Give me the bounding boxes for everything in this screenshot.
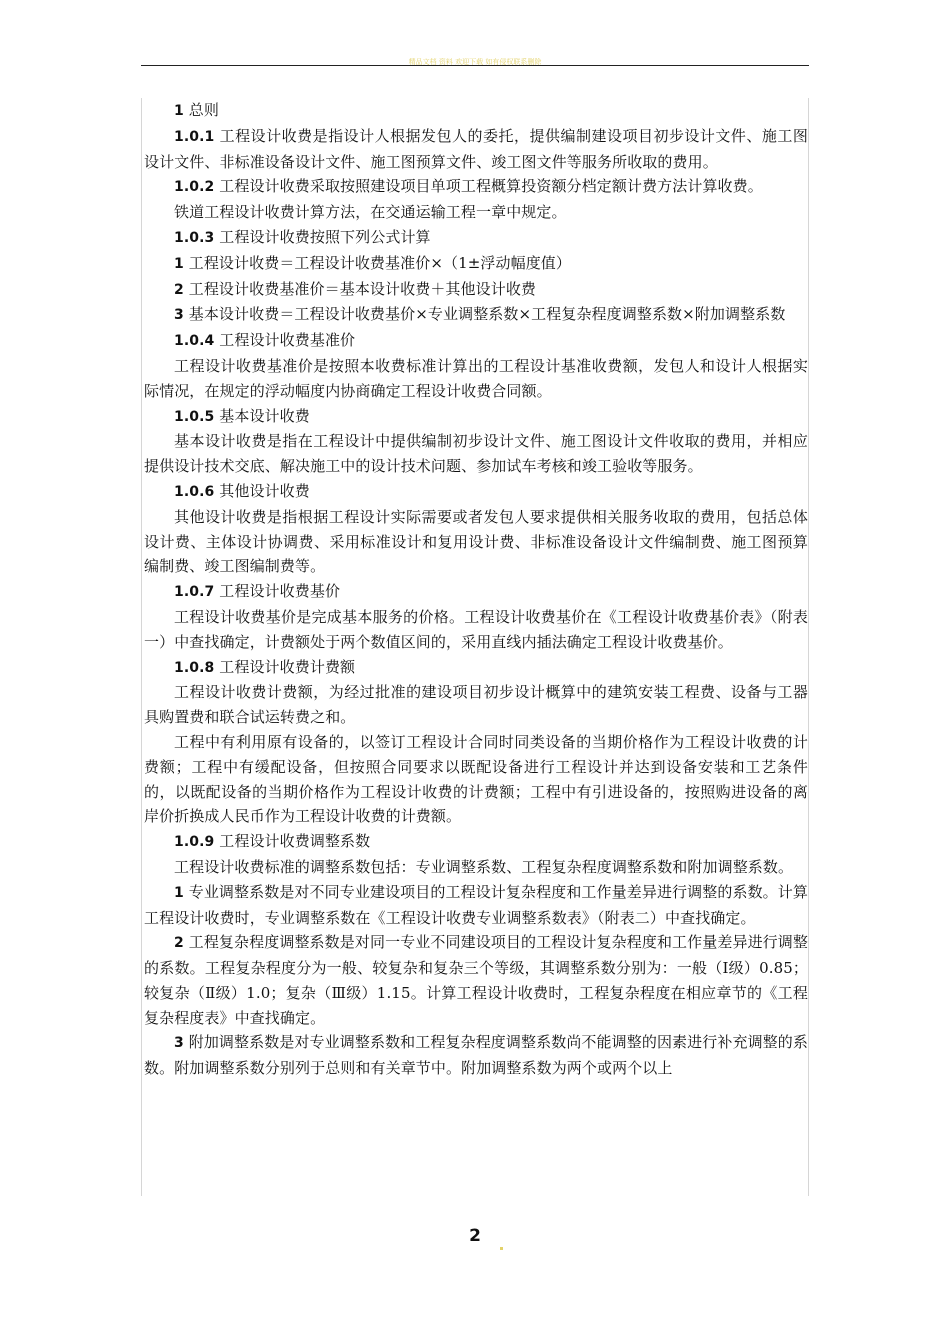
paragraph-text: 基本设计收费 bbox=[219, 406, 310, 425]
body-paragraph bbox=[144, 855, 808, 880]
numbered-paragraph bbox=[144, 930, 808, 1030]
paragraph-text: 基本设计收费是指在工程设计中提供编制初步设计文件、施工图设计文件收取的费用，并相应提供设计技术交底、解决施工中的设计技术问题、参加试车考核和竣工验收等服务。 bbox=[144, 432, 808, 476]
paragraph-text: 基本设计收费＝工程设计收费基价×专业调整系数×工程复杂程度调整系数×附加调整系数 bbox=[188, 305, 786, 324]
clause-number: 3 bbox=[174, 1035, 184, 1052]
paragraph-text: 工程设计收费基价 bbox=[219, 582, 341, 601]
body-paragraph bbox=[144, 200, 808, 225]
numbered-paragraph bbox=[144, 479, 808, 505]
paragraph-text: 工程设计收费计费额，为经过批准的建设项目初步设计概算中的建筑安装工程费、设备与工器具购置费和联合试运转费之和。 bbox=[144, 683, 808, 727]
numbered-paragraph bbox=[144, 277, 808, 303]
paragraph-text: 总则 bbox=[188, 101, 219, 119]
clause-number: 2 bbox=[174, 935, 184, 952]
paragraph-text: 工程设计收费调整系数 bbox=[219, 832, 371, 851]
body-paragraph bbox=[144, 730, 808, 829]
numbered-paragraph bbox=[144, 404, 808, 430]
clause-number: 1 bbox=[174, 884, 184, 901]
paragraph-text: 其他设计收费 bbox=[219, 481, 310, 500]
clause-number: 1 bbox=[174, 103, 184, 119]
clause-number: 1.0.7 bbox=[174, 584, 215, 601]
body-paragraph bbox=[144, 354, 808, 404]
numbered-paragraph bbox=[144, 328, 808, 354]
paragraph-text: 工程设计收费标准的调整系数包括：专业调整系数、工程复杂程度调整系数和附加调整系数。 bbox=[174, 857, 794, 876]
clause-number: 1.0.2 bbox=[174, 179, 215, 196]
paragraph-text: 工程设计收费采取按照建设项目单项工程概算投资额分档定额计费方法计算收费。 bbox=[219, 177, 763, 196]
paragraph-text: 工程设计收费基准价 bbox=[219, 331, 356, 350]
paragraph-text: 工程复杂程度调整系数是对同一专业不同建设项目的工程设计复杂程度和工作量差异进行调整的系数。工程复杂程度分为一般、较复杂和复杂三个等级，其调整系数分别为：一般（Ⅰ级）0.85；较复杂（Ⅱ级）1.0；复杂（Ⅲ级）1.15。计算工程设计收费时，工程复杂程度在相应章节的《工程复杂程度表》中查找确定。 bbox=[144, 933, 808, 1027]
clause-number: 3 bbox=[174, 307, 184, 324]
page-number-marker bbox=[500, 1247, 503, 1250]
body-paragraph bbox=[144, 429, 808, 479]
document-body bbox=[144, 98, 808, 1081]
paragraph-text: 专业调整系数是对不同专业建设项目的工程设计复杂程度和工作量差异进行调整的系数。计算工程设计收费时，专业调整系数在《工程设计收费专业调整系数表》（附表二）中查找确定。 bbox=[144, 882, 808, 927]
paragraph-text: 工程设计收费按照下列公式计算 bbox=[219, 227, 431, 246]
paragraph-text: 工程设计收费基价是完成基本服务的价格。工程设计收费基价在《工程设计收费基价表》（附表一）中查找确定，计费额处于两个数值区间的，采用直线内插法确定工程设计收费基价。 bbox=[144, 607, 808, 651]
numbered-paragraph bbox=[144, 251, 808, 277]
header-divider bbox=[141, 65, 809, 66]
numbered-paragraph bbox=[144, 98, 808, 124]
numbered-paragraph bbox=[144, 124, 808, 175]
clause-number: 1.0.8 bbox=[174, 659, 215, 676]
clause-number: 1.0.5 bbox=[174, 408, 215, 425]
numbered-paragraph bbox=[144, 655, 808, 681]
numbered-paragraph bbox=[144, 1030, 808, 1081]
clause-number: 1.0.3 bbox=[174, 229, 215, 246]
numbered-paragraph bbox=[144, 579, 808, 605]
paragraph-text: 铁道工程设计收费计算方法，在交通运输工程一章中规定。 bbox=[174, 203, 567, 222]
clause-number: 2 bbox=[174, 281, 184, 298]
page-header-watermark: 精品文档 资料 欢迎下载 如有侵权联系删除 bbox=[408, 58, 542, 66]
numbered-paragraph bbox=[144, 880, 808, 931]
paragraph-text: 工程设计收费基准价＝基本设计收费＋其他设计收费 bbox=[188, 279, 537, 298]
clause-number: 1.0.4 bbox=[174, 333, 215, 350]
clause-number: 1.0.6 bbox=[174, 483, 215, 500]
paragraph-text: 工程设计收费是指设计人根据发包人的委托，提供编制建设项目初步设计文件、施工图设计文件、非标准设备设计文件、施工图预算文件、竣工图文件等服务所收取的费用。 bbox=[144, 126, 808, 171]
paragraph-text: 其他设计收费是指根据工程设计实际需要或者发包人要求提供相关服务收取的费用，包括总体设计费、主体设计协调费、采用标准设计和复用设计费、非标准设备设计文件编制费、施工图预算编制费、竣工图编制费等。 bbox=[144, 507, 808, 576]
numbered-paragraph bbox=[144, 302, 808, 328]
paragraph-text: 工程中有利用原有设备的，以签订工程设计合同时同类设备的当期价格作为工程设计收费的计费额；工程中有缓配设备，但按照合同要求以既配设备进行工程设计并达到设备安装和工艺条件的，以既配设备的当期价格作为工程设计收费的计费额；工程中有引进设备的，按照购进设备的离岸价折换成人民币作为工程设计收费的计费额。 bbox=[144, 732, 808, 826]
numbered-paragraph bbox=[144, 829, 808, 855]
paragraph-text: 工程设计收费基准价是按照本收费标准计算出的工程设计基准收费额，发包人和设计人根据实际情况，在规定的浮动幅度内协商确定工程设计收费合同额。 bbox=[144, 356, 808, 400]
paragraph-text: 附加调整系数是对专业调整系数和工程复杂程度调整系数尚不能调整的因素进行补充调整的系数。附加调整系数分别列于总则和有关章节中。附加调整系数为两个或两个以上 bbox=[144, 1033, 808, 1078]
paragraph-text: 工程设计收费＝工程设计收费基准价×（1±浮动幅度值） bbox=[188, 253, 572, 272]
body-paragraph bbox=[144, 505, 808, 579]
clause-number: 1.0.1 bbox=[174, 128, 215, 145]
body-paragraph bbox=[144, 605, 808, 655]
clause-number: 1.0.9 bbox=[174, 834, 215, 851]
numbered-paragraph bbox=[144, 174, 808, 200]
paragraph-text: 工程设计收费计费额 bbox=[219, 657, 356, 676]
body-paragraph bbox=[144, 680, 808, 730]
clause-number: 1 bbox=[174, 255, 184, 272]
page-number: 2 bbox=[469, 1226, 481, 1246]
numbered-paragraph bbox=[144, 225, 808, 251]
